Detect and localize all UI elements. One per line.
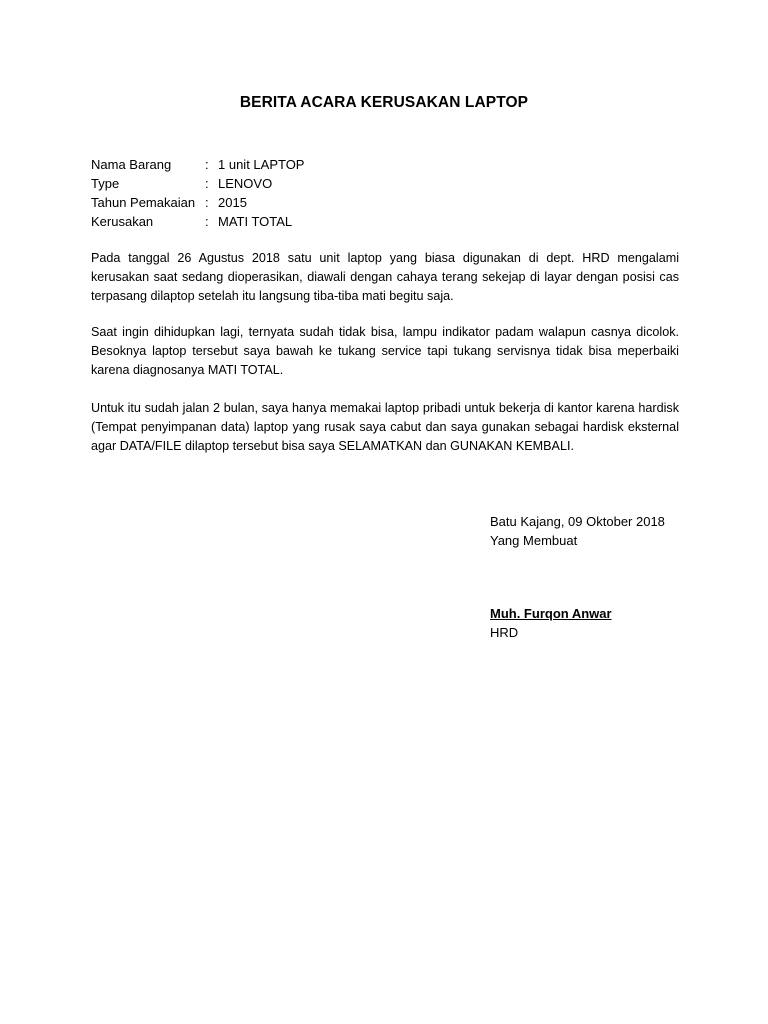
field-colon: : [205, 195, 209, 210]
field-label: Kerusakan [91, 214, 154, 229]
signatory-name: Muh. Furqon Anwar [490, 606, 612, 621]
body-paragraph-2: Saat ingin dihidupkan lagi, ternyata sudah tidak bisa, lampu indikator padam walapun casnya dicolok. Besoknya laptop tersebut saya bawah ke tukang service tapi tukang servisnya tidak bisa meperbaiki karena diagnosanya MATI TOTAL. [91, 325, 679, 378]
signature-role-text: Yang Membuat [490, 533, 578, 548]
document-title: BERITA ACARA KERUSAKAN LAPTOP [239, 94, 529, 111]
field-value: LENOVO [218, 176, 273, 191]
field-label: Nama Barang [91, 157, 172, 172]
item-details [91, 155, 304, 231]
field-colon: : [205, 157, 209, 172]
field-row-tahun-pemakaian [91, 193, 304, 212]
field-label: Tahun Pemakaian [91, 195, 196, 210]
field-label: Type [91, 176, 120, 191]
field-value: 1 unit LAPTOP [218, 157, 305, 172]
field-row-nama-barang [91, 155, 304, 174]
field-value: 2015 [218, 195, 247, 210]
field-row-type [91, 174, 304, 193]
field-colon: : [205, 214, 209, 229]
field-value: MATI TOTAL [218, 214, 293, 229]
body-paragraph-3: Untuk itu sudah jalan 2 bulan, saya hanya memakai laptop pribadi untuk bekerja di kantor karena hardisk (Tempat penyimpanan data) laptop yang rusak saya cabut dan saya gunakan sebagai hardisk eksternal agar DATA/FILE dilaptop tersebut bisa saya SELAMATKAN dan GUNAKAN KEMBALI. [91, 401, 679, 454]
body-paragraph-1: Pada tanggal 26 Agustus 2018 satu unit laptop yang biasa digunakan di dept. HRD mengalami kerusakan saat sedang dioperasikan, diawali dengan cahaya terang sekejap di layar dengan posisi cas terpasang dilaptop setelah itu langsung tiba-tiba mati begitu saja. [91, 251, 679, 304]
field-colon: : [205, 176, 209, 191]
signatory-position: HRD [490, 625, 519, 640]
field-row-kerusakan [91, 212, 304, 231]
signature-place-date: Batu Kajang, 09 Oktober 2018 [490, 514, 665, 529]
